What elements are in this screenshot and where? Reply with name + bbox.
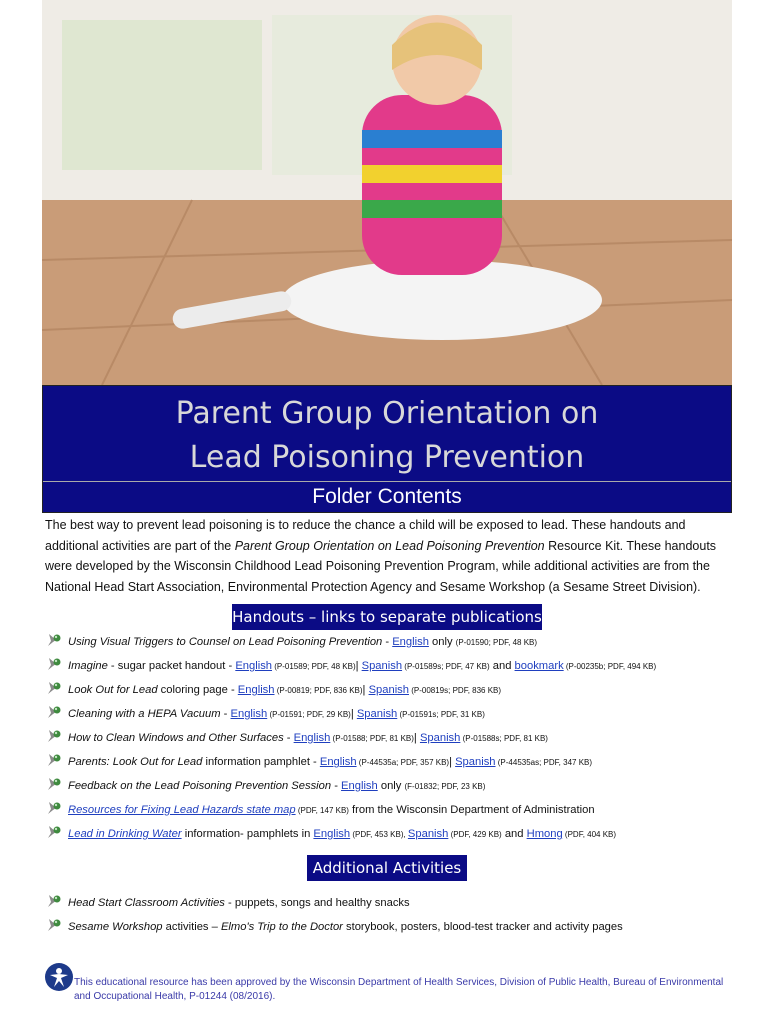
list-item: [44, 680, 734, 704]
pushpin-bullet-icon: [46, 656, 62, 672]
english-link[interactable]: English: [235, 660, 273, 672]
item-text: information pamphlet -: [202, 756, 320, 768]
item-text: only: [428, 636, 456, 648]
spanish-link[interactable]: Spanish: [356, 708, 398, 720]
hmong-link[interactable]: Hmong: [526, 828, 563, 840]
file-info: (PDF, 453 KB),: [350, 830, 408, 839]
english-link[interactable]: English: [319, 756, 357, 768]
file-info: (P-01588s; PDF, 81 KB): [460, 734, 548, 743]
item-title: Imagine: [68, 660, 108, 672]
file-info: (P-01590; PDF, 48 KB): [455, 638, 538, 647]
list-item: [44, 632, 734, 656]
english-link[interactable]: English: [341, 780, 378, 792]
item-text: - puppets, songs and healthy snacks: [224, 897, 410, 909]
file-info: (P-00819; PDF, 836 KB): [274, 686, 363, 695]
pushpin-bullet-icon: [46, 632, 62, 648]
item-text: information- pamphlets in: [181, 828, 314, 840]
spanish-link[interactable]: Spanish: [407, 828, 449, 840]
activities-heading: Additional Activities: [307, 855, 467, 881]
item-text: storybook, posters, blood-test tracker and activity pages: [342, 921, 623, 933]
title-banner: [42, 385, 732, 513]
separator: |: [362, 684, 369, 696]
file-info: (P-01591; PDF, 29 KB): [267, 710, 351, 719]
book-title: Elmo's Trip to the Doctor: [220, 921, 343, 933]
list-item: [44, 776, 734, 800]
kit-name: Parent Group Orientation on Lead Poisoning Prevention: [234, 538, 545, 553]
file-info: (F-01832; PDF, 23 KB): [404, 782, 486, 791]
pushpin-bullet-icon: [46, 752, 62, 768]
list-item: [44, 917, 734, 941]
item-text: only: [377, 780, 405, 792]
file-info: (PDF, 147 KB): [295, 806, 349, 815]
file-info: (P-00819s; PDF, 836 KB): [409, 686, 502, 695]
spanish-link[interactable]: Spanish: [455, 756, 496, 768]
item-text: and: [489, 660, 515, 672]
item-text: -: [220, 708, 231, 720]
item-text: -: [283, 732, 294, 744]
pushpin-bullet-icon: [46, 728, 62, 744]
pushpin-bullet-icon: [46, 893, 62, 909]
pushpin-bullet-icon: [46, 824, 62, 840]
item-title: Using Visual Triggers to Counsel on Lead Poisoning Prevention: [68, 636, 383, 648]
file-info: (P-44535a; PDF, 357 KB): [356, 758, 450, 767]
file-info: (P-01589s; PDF, 47 KB): [402, 662, 490, 671]
file-info: (P-01589; PDF, 48 KB): [272, 662, 356, 671]
item-text: from the Wisconsin Department of Administration: [348, 804, 595, 816]
title-line-2: Lead Poisoning Prevention: [189, 440, 585, 475]
file-info: (P-44535as; PDF, 347 KB): [495, 758, 593, 767]
english-link[interactable]: English: [392, 636, 429, 648]
list-item: [44, 824, 734, 848]
separator: |: [350, 708, 357, 720]
bookmark-link[interactable]: bookmark: [514, 660, 564, 672]
file-info: (P-01591s; PDF, 31 KB): [397, 710, 485, 719]
list-item: [44, 800, 734, 824]
activities-list: [44, 893, 734, 941]
pushpin-bullet-icon: [46, 800, 62, 816]
pushpin-bullet-icon: [46, 704, 62, 720]
pushpin-bullet-icon: [46, 680, 62, 696]
english-link[interactable]: English: [313, 828, 351, 840]
pushpin-bullet-icon: [46, 776, 62, 792]
footer-text: This educational resource has been approved by the Wisconsin Department of Health Services, Division of Public Health, Bureau of Environmental and Occupational Health, P-01244 (08/2016).: [74, 977, 724, 1002]
file-info: (PDF, 429 KB): [448, 830, 502, 839]
english-link[interactable]: English: [293, 732, 331, 744]
spanish-link[interactable]: Spanish: [368, 684, 409, 696]
english-link[interactable]: English: [230, 708, 268, 720]
english-link[interactable]: English: [237, 684, 275, 696]
pushpin-bullet-icon: [46, 917, 62, 933]
list-item: [44, 728, 734, 752]
drinking-water-link[interactable]: Lead in Drinking Water: [68, 828, 182, 840]
document-title: [43, 392, 731, 480]
separator: |: [413, 732, 420, 744]
item-title: Look Out for Lead: [68, 684, 158, 696]
item-title: Sesame Workshop: [68, 921, 163, 933]
intro-text-end: Resource Kit. These handouts were developed by the Wisconsin Childhood Lead Poisoning Prevention Program, while additional activities are from the National Head Start Association, Environmental Protection Agency and Sesame Workshop (a Sesame Street Division).: [45, 538, 717, 594]
item-title: Feedback on the Lead Poisoning Prevention Session: [68, 780, 332, 792]
file-info: (PDF, 404 KB): [562, 830, 617, 839]
item-text: activities –: [162, 921, 221, 933]
list-item: [44, 752, 734, 776]
list-item: [44, 893, 734, 917]
separator: |: [355, 660, 362, 672]
separator: |: [449, 756, 456, 768]
document-subtitle: Folder Contents: [312, 485, 462, 508]
spanish-link[interactable]: Spanish: [419, 732, 461, 744]
spanish-link[interactable]: Spanish: [361, 660, 403, 672]
item-text: - sugar packet handout -: [107, 660, 236, 672]
intro-text-start: The best way to prevent lead poisoning is to reduce the chance a child will be exposed to lead. These handouts and additional activities are part of the: [45, 518, 686, 553]
hero-photo: [42, 0, 732, 385]
intro-paragraph: [45, 515, 731, 597]
footer: [44, 962, 734, 1012]
file-info: (P-00235b; PDF, 494 KB): [563, 662, 657, 671]
file-info: (P-01588; PDF, 81 KB): [330, 734, 414, 743]
wisconsin-dhs-logo-icon: [44, 962, 74, 992]
item-text: -: [382, 636, 393, 648]
item-title: Head Start Classroom Activities: [68, 897, 225, 909]
list-item: [44, 656, 734, 680]
item-title: How to Clean Windows and Other Surfaces: [68, 732, 284, 744]
handouts-heading: Handouts – links to separate publications: [232, 604, 542, 630]
item-title: Cleaning with a HEPA Vacuum: [68, 708, 221, 720]
title-line-1: Parent Group Orientation on: [175, 396, 599, 431]
handouts-list: [44, 632, 734, 848]
state-map-link[interactable]: Resources for Fixing Lead Hazards state map: [68, 804, 296, 816]
list-item: [44, 704, 734, 728]
item-text: coloring page -: [157, 684, 238, 696]
item-text: and: [501, 828, 527, 840]
item-text: -: [331, 780, 342, 792]
item-title: Parents: Look Out for Lead: [68, 756, 203, 768]
